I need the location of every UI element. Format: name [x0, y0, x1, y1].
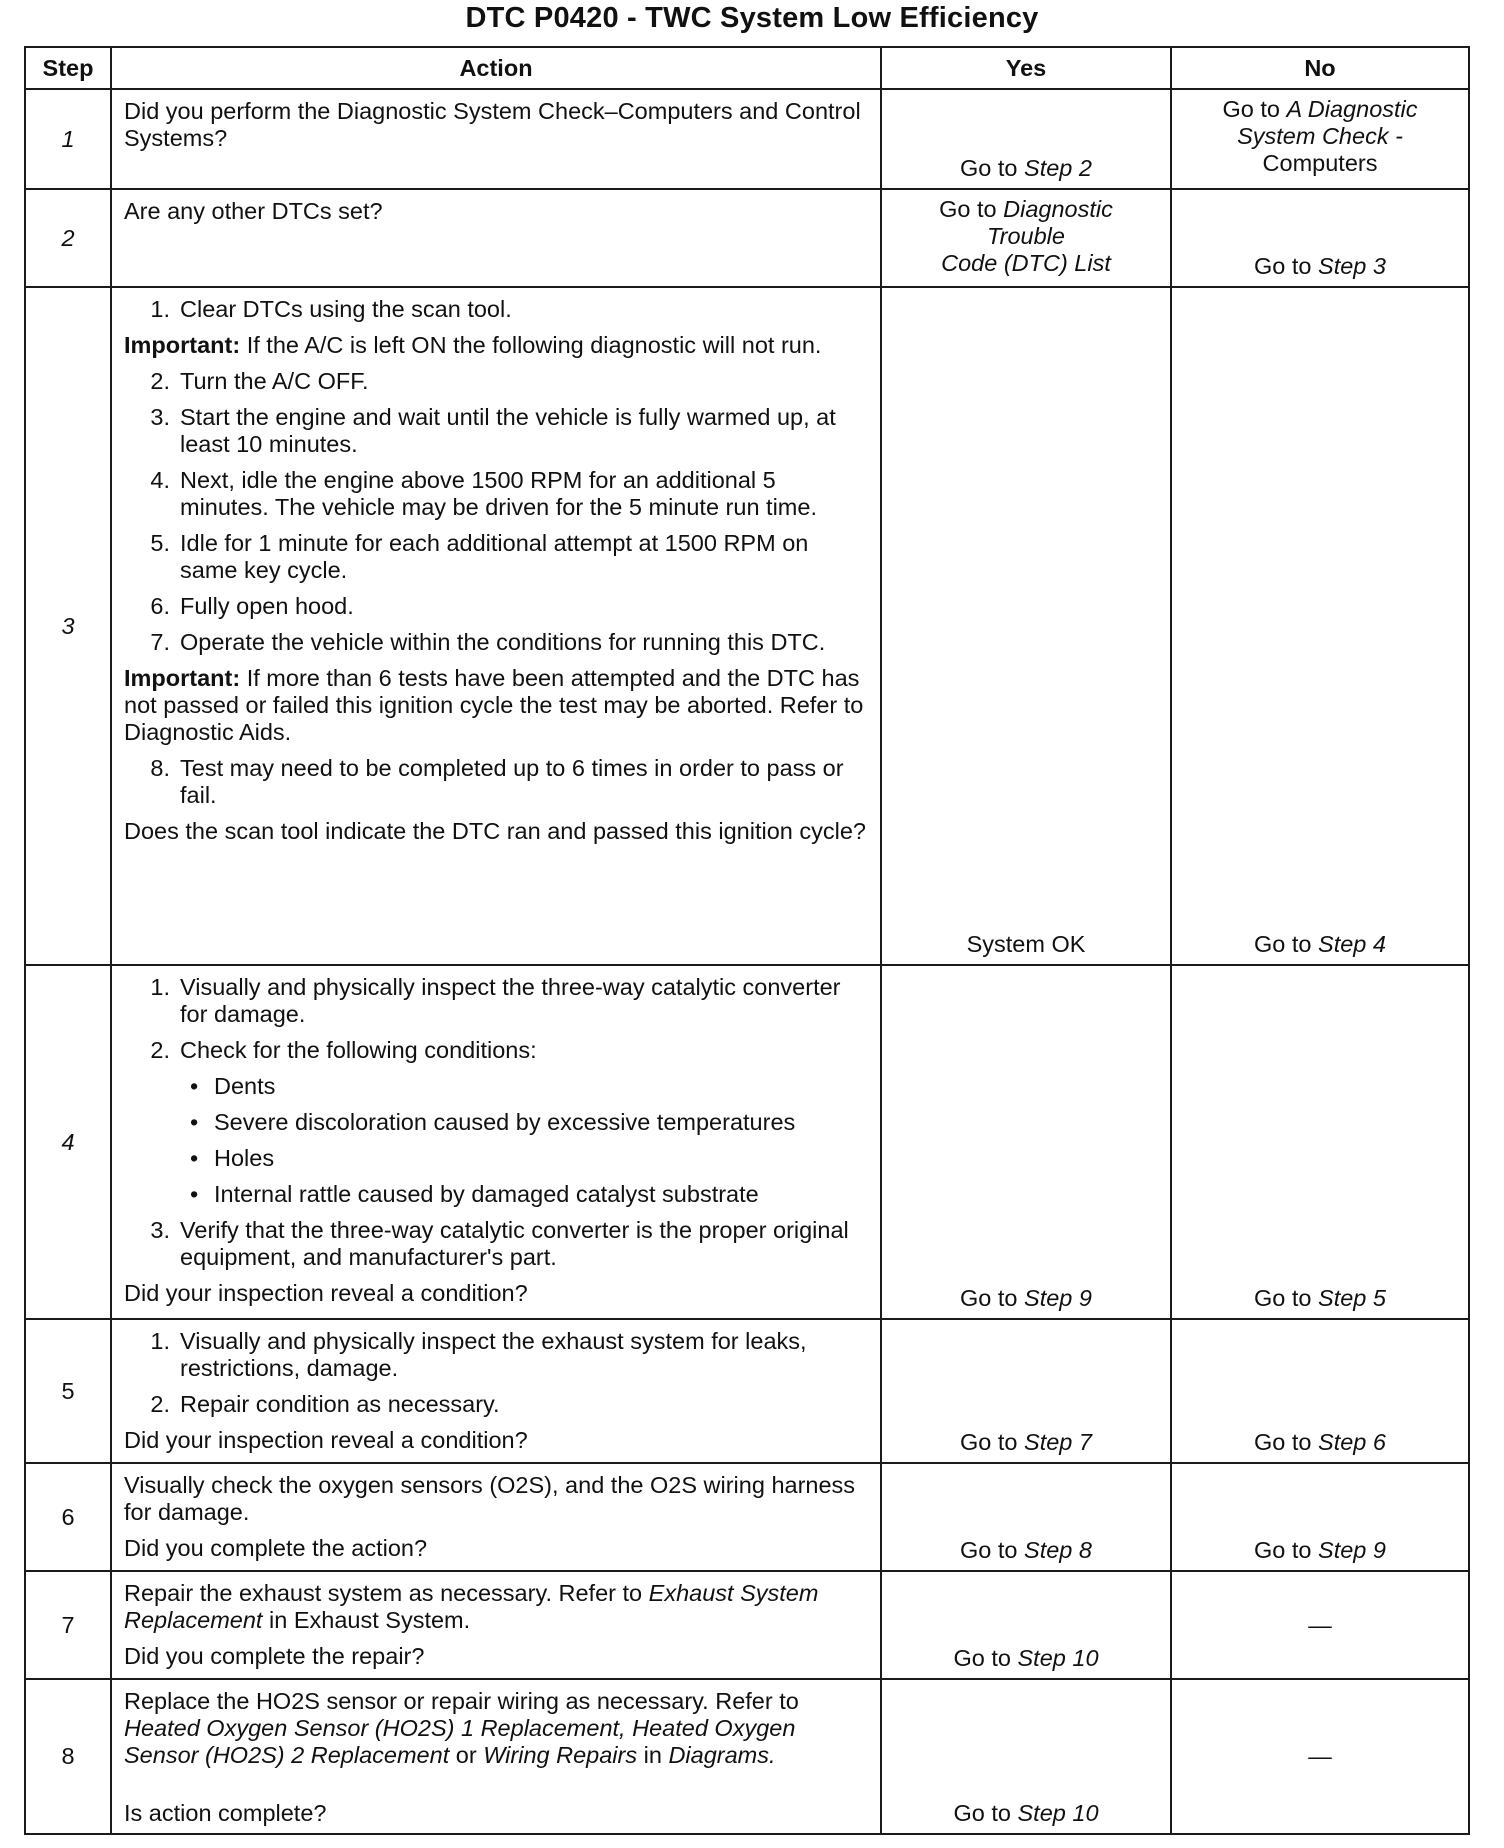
header-yes: Yes — [881, 47, 1171, 89]
goto-label: Go to — [960, 1537, 1018, 1563]
step-number: 6 — [25, 1463, 111, 1571]
yes-cell — [881, 89, 1171, 189]
goto-step-link[interactable]: Step 10 — [1017, 1645, 1099, 1671]
header-action: Action — [111, 47, 881, 89]
step-number: 3 — [25, 287, 111, 965]
list-item: 2. Check for the following conditions: — [150, 1037, 537, 1063]
goto-label: Go to — [1254, 1285, 1312, 1311]
goto-label: Go to — [1254, 253, 1312, 279]
table-row-step-1 — [25, 89, 1469, 189]
yes-cell — [881, 965, 1171, 1319]
bullet-item: • Severe discoloration caused by excessive temperatures — [190, 1109, 796, 1135]
action-text: Replace the HO2S sensor or repair wiring as necessary. Refer to Heated Oxygen Sensor (HO2S) 1 Replacement, Heated Oxygen Sensor (HO2S) 2 Replacement or Wiring Repairs in Diagrams. — [124, 1688, 799, 1768]
yes-cell — [881, 189, 1171, 287]
list-item: 8. Test may need to be completed up to 6 times in order to pass or fail. — [150, 755, 844, 808]
list-item: 6. Fully open hood. — [150, 593, 354, 619]
no-cell — [1171, 189, 1469, 287]
list-item: 4. Next, idle the engine above 1500 RPM for an additional 5 minutes. The vehicle may be driven for the 5 minute run time. — [150, 467, 817, 520]
header-step: Step — [25, 47, 111, 89]
action-question: Did your inspection reveal a condition? — [124, 1427, 528, 1453]
goto-label: Go to — [960, 155, 1018, 181]
action-cell — [111, 189, 881, 287]
table-row-step-3 — [25, 287, 1469, 965]
goto-step-link[interactable]: Step 3 — [1318, 253, 1386, 279]
action-text: Did you perform the Diagnostic System Check–Computers and Control Systems? — [124, 98, 861, 151]
action-question: Is action complete? — [124, 1800, 327, 1826]
reference-section: Exhaust System. — [293, 1607, 471, 1633]
no-cell — [1171, 1463, 1469, 1571]
step-number: 1 — [25, 89, 111, 189]
list-item: 7. Operate the vehicle within the conditions for running this DTC. — [150, 629, 826, 655]
goto-step-link[interactable]: Step 4 — [1318, 931, 1386, 957]
reference-link[interactable]: Wiring Repairs — [483, 1742, 638, 1768]
goto-step-link[interactable]: Step 6 — [1318, 1429, 1386, 1455]
goto-label: Go to — [1254, 1429, 1312, 1455]
diagnostic-table — [24, 46, 1470, 1835]
action-cell — [111, 287, 881, 965]
goto-ref-link-cont[interactable]: Trouble — [987, 223, 1065, 249]
goto-step-link[interactable]: Step 2 — [1024, 155, 1092, 181]
no-cell — [1171, 1679, 1469, 1834]
action-question: Did you complete the action? — [124, 1535, 428, 1561]
step-number: 4 — [25, 965, 111, 1319]
dash: — — [1308, 1743, 1332, 1769]
yes-cell — [881, 1571, 1171, 1679]
important-note: Important: If more than 6 tests have been attempted and the DTC has not passed or failed this ignition cycle the test may be aborted. Refer to Diagnostic Aids. — [124, 665, 864, 745]
no-cell — [1171, 1571, 1469, 1679]
list-item: 2. Repair condition as necessary. — [150, 1391, 500, 1417]
goto-ref-link[interactable]: Diagnostic — [1003, 196, 1113, 222]
action-question: Did your inspection reveal a condition? — [124, 1280, 528, 1306]
list-item: 1. Visually and physically inspect the exhaust system for leaks, restrictions, damage. — [150, 1328, 807, 1381]
list-item: 1. Visually and physically inspect the three-way catalytic converter for damage. — [150, 974, 841, 1027]
no-cell — [1171, 965, 1469, 1319]
list-item: 1. Clear DTCs using the scan tool. — [150, 296, 512, 322]
goto-step-link[interactable]: Step 10 — [1017, 1800, 1099, 1826]
action-cell — [111, 1463, 881, 1571]
reference-section[interactable]: Diagrams. — [668, 1742, 776, 1768]
goto-ref-link[interactable]: A Diagnostic — [1286, 96, 1418, 122]
action-cell — [111, 1571, 881, 1679]
action-text: Repair the exhaust system as necessary. Refer to Exhaust System Replacement in Exhaust System. — [124, 1580, 819, 1633]
important-note: Important: If the A/C is left ON the following diagnostic will not run. — [124, 332, 822, 358]
goto-step-link[interactable]: Step 5 — [1318, 1285, 1386, 1311]
result-text: System OK — [966, 931, 1086, 957]
goto-step-link[interactable]: Step 7 — [1024, 1429, 1092, 1455]
action-cell — [111, 89, 881, 189]
yes-cell — [881, 1463, 1171, 1571]
step-number: 5 — [25, 1319, 111, 1463]
table-row-step-4 — [25, 965, 1469, 1319]
bullet-item: • Holes — [190, 1145, 275, 1171]
bullet-item: • Dents — [190, 1073, 276, 1099]
goto-label: Go to — [960, 1285, 1018, 1311]
table-row-step-8 — [25, 1679, 1469, 1834]
action-cell — [111, 965, 881, 1319]
goto-step-link[interactable]: Step 8 — [1024, 1537, 1092, 1563]
table-row-step-2 — [25, 189, 1469, 287]
goto-ref-link-cont[interactable]: System Check - — [1237, 123, 1403, 149]
no-cell — [1171, 1319, 1469, 1463]
goto-label: Go to — [1254, 1537, 1312, 1563]
goto-label: Go to — [953, 1800, 1011, 1826]
action-text: Visually check the oxygen sensors (O2S), and the O2S wiring harness for damage. — [124, 1472, 856, 1525]
goto-label: Go to — [960, 1429, 1018, 1455]
header-no: No — [1171, 47, 1469, 89]
list-item: 2. Turn the A/C OFF. — [150, 368, 369, 394]
no-cell — [1171, 89, 1469, 189]
goto-step-link[interactable]: Step 9 — [1318, 1537, 1386, 1563]
action-question: Does the scan tool indicate the DTC ran and passed this ignition cycle? — [124, 818, 866, 844]
list-item: 3. Verify that the three-way catalytic converter is the proper original equipment, and manufacturer's part. — [150, 1217, 849, 1270]
yes-cell — [881, 1319, 1171, 1463]
page-title: DTC P0420 - TWC System Low Efficiency — [465, 2, 1039, 34]
table-header-row — [25, 47, 1469, 89]
goto-label: Go to — [953, 1645, 1011, 1671]
action-text: Are any other DTCs set? — [124, 198, 383, 224]
no-cell — [1171, 287, 1469, 965]
bullet-item: • Internal rattle caused by damaged catalyst substrate — [190, 1181, 759, 1207]
dash: — — [1308, 1611, 1332, 1638]
step-number: 2 — [25, 189, 111, 287]
list-item: 5. Idle for 1 minute for each additional attempt at 1500 RPM on same key cycle. — [150, 530, 809, 583]
reference-link[interactable]: Heated Oxygen Sensor (HO2S) 1 Replacement, Heated Oxygen Sensor (HO2S) 2 Replacement — [124, 1715, 796, 1768]
goto-label: Go to — [1254, 931, 1312, 957]
table-row-step-5 — [25, 1319, 1469, 1463]
reference-link[interactable]: Exhaust System Replacement — [124, 1580, 819, 1633]
table-row-step-6 — [25, 1463, 1469, 1571]
step-number: 8 — [25, 1679, 111, 1834]
goto-step-link[interactable]: Step 9 — [1024, 1285, 1092, 1311]
step-number: 7 — [25, 1571, 111, 1679]
goto-ref-section: Computers — [1262, 150, 1378, 176]
goto-label: Go to — [1222, 96, 1280, 122]
table-row-step-7 — [25, 1571, 1469, 1679]
list-item: 3. Start the engine and wait until the vehicle is fully warmed up, at least 10 minutes. — [150, 404, 836, 457]
goto-label: Go to — [939, 196, 997, 222]
action-cell — [111, 1319, 881, 1463]
action-cell — [111, 1679, 881, 1834]
yes-cell — [881, 1679, 1171, 1834]
action-question: Did you complete the repair? — [124, 1643, 425, 1669]
goto-ref-link-cont[interactable]: Code (DTC) List — [941, 250, 1111, 276]
yes-cell — [881, 287, 1171, 965]
